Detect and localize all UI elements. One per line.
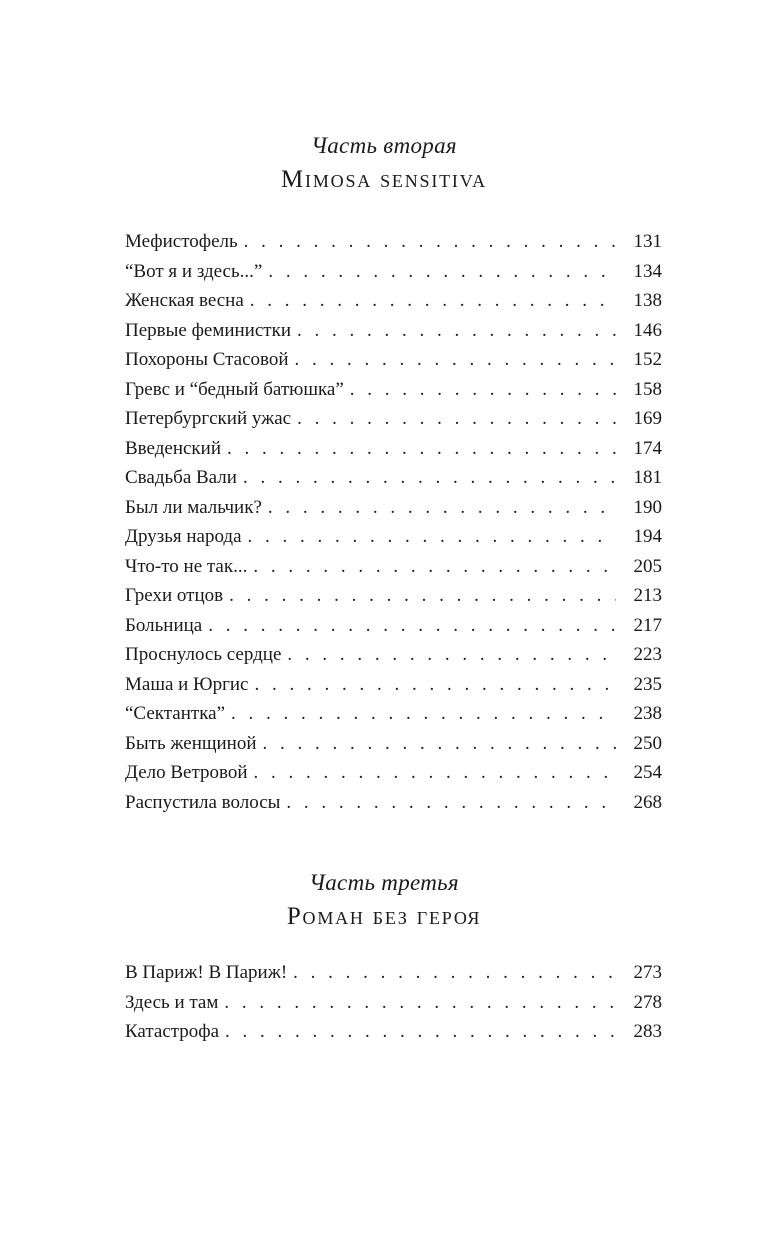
toc-entry-title: “Вот я и здесь...” bbox=[125, 260, 263, 282]
toc-entry bbox=[125, 522, 662, 552]
dot-leader bbox=[287, 640, 615, 670]
toc-entry bbox=[125, 345, 662, 375]
toc-entry bbox=[125, 286, 662, 316]
toc-entry bbox=[125, 611, 662, 641]
toc-entry-title: Похороны Стасовой bbox=[125, 349, 289, 370]
toc-entry-title: Петербургский ужас bbox=[125, 408, 292, 429]
toc-entry bbox=[125, 1017, 662, 1047]
dot-leader bbox=[295, 345, 616, 375]
toc-entry-title: “Сектантка” bbox=[125, 703, 226, 724]
toc-entry-title: Здесь и там bbox=[125, 991, 219, 1013]
toc-entry bbox=[125, 958, 662, 988]
toc-entry bbox=[125, 988, 662, 1018]
toc-entry-page-number: 213 bbox=[633, 585, 662, 606]
dot-leader bbox=[293, 958, 615, 988]
toc-entry-title: В Париж! В Париж! bbox=[125, 962, 288, 983]
dot-leader bbox=[243, 463, 616, 493]
toc-entry-page-number: 278 bbox=[633, 991, 662, 1013]
toc-entry-title: Проснулось сердце bbox=[125, 644, 282, 665]
dot-leader bbox=[244, 227, 616, 257]
part-title: Mimosa sensitiva bbox=[281, 166, 487, 193]
dot-leader bbox=[224, 988, 615, 1018]
dot-leader bbox=[253, 552, 615, 582]
toc-entry-title: Быть женщиной bbox=[125, 732, 257, 754]
dot-leader bbox=[297, 316, 616, 346]
toc-entry-page-number: 134 bbox=[633, 260, 662, 282]
dot-leader bbox=[350, 375, 616, 405]
dot-leader bbox=[263, 729, 616, 759]
toc-entry-page-number: 146 bbox=[633, 319, 662, 341]
part-three-heading bbox=[0, 868, 768, 933]
toc-entry-page-number: 131 bbox=[633, 231, 662, 252]
dot-leader bbox=[297, 404, 615, 434]
dot-leader bbox=[227, 434, 616, 464]
toc-entry-page-number: 205 bbox=[633, 555, 662, 577]
dot-leader bbox=[250, 286, 616, 316]
toc-entry-page-number: 238 bbox=[633, 703, 662, 724]
toc-entry-page-number: 158 bbox=[633, 378, 662, 400]
toc-entry-page-number: 194 bbox=[633, 526, 662, 547]
toc-entry-title: Маша и Юргис bbox=[125, 673, 249, 695]
toc-entry bbox=[125, 404, 662, 434]
dot-leader bbox=[254, 758, 616, 788]
toc-entry bbox=[125, 257, 662, 287]
toc-entry-page-number: 174 bbox=[633, 437, 662, 459]
dot-leader bbox=[225, 1017, 615, 1047]
toc-entry-title: Дело Ветровой bbox=[125, 762, 248, 783]
toc-entry bbox=[125, 227, 662, 257]
toc-entry-page-number: 235 bbox=[633, 673, 662, 695]
toc-entry bbox=[125, 434, 662, 464]
toc-entry-title: Женская весна bbox=[125, 290, 244, 311]
toc-entry-page-number: 138 bbox=[633, 290, 662, 311]
dot-leader bbox=[268, 493, 616, 523]
toc-entry bbox=[125, 581, 662, 611]
toc-entry bbox=[125, 316, 662, 346]
toc-entry-title: Друзья народа bbox=[125, 526, 242, 547]
toc-entry-title: Введенский bbox=[125, 437, 221, 459]
toc-entry-page-number: 254 bbox=[633, 762, 662, 783]
dot-leader bbox=[248, 522, 616, 552]
toc-entry-page-number: 190 bbox=[633, 496, 662, 518]
dot-leader bbox=[208, 611, 615, 641]
toc-entry-page-number: 273 bbox=[633, 962, 662, 983]
dot-leader bbox=[229, 581, 615, 611]
toc-entry-page-number: 250 bbox=[633, 732, 662, 754]
toc-entry-title: Гревс и “бедный батюшка” bbox=[125, 378, 344, 400]
part-label: Часть третья bbox=[309, 870, 459, 895]
toc-entry-page-number: 268 bbox=[633, 791, 662, 813]
dot-leader bbox=[268, 257, 615, 287]
toc-entry bbox=[125, 552, 662, 582]
toc-entry-page-number: 181 bbox=[633, 467, 662, 488]
part-title: Роман без героя bbox=[286, 903, 482, 930]
toc-entry bbox=[125, 493, 662, 523]
toc-entry bbox=[125, 670, 662, 700]
toc-entry bbox=[125, 640, 662, 670]
toc-entry-title: Что-то не так... bbox=[125, 555, 248, 577]
toc-entry-page-number: 283 bbox=[633, 1021, 662, 1042]
toc-entry-title: Был ли мальчик? bbox=[125, 496, 262, 518]
toc-entry-page-number: 152 bbox=[633, 349, 662, 370]
toc-list-part-three bbox=[125, 958, 662, 1047]
toc-entry-title: Мефистофель bbox=[125, 231, 238, 252]
toc-entry-title: Свадьба Вали bbox=[125, 467, 237, 488]
toc-entry-title: Больница bbox=[125, 614, 203, 636]
dot-leader bbox=[231, 699, 615, 729]
toc-entry-page-number: 217 bbox=[633, 614, 662, 636]
toc-entry bbox=[125, 729, 662, 759]
toc-entry-title: Катастрофа bbox=[125, 1021, 220, 1042]
toc-entry-page-number: 223 bbox=[633, 644, 662, 665]
toc-entry bbox=[125, 699, 662, 729]
toc-entry bbox=[125, 758, 662, 788]
part-two-heading bbox=[0, 131, 768, 196]
dot-leader bbox=[286, 788, 615, 818]
toc-entry-title: Первые феминистки bbox=[125, 319, 291, 341]
toc-entry bbox=[125, 463, 662, 493]
toc-entry bbox=[125, 375, 662, 405]
dot-leader bbox=[254, 670, 615, 700]
part-label: Часть вторая bbox=[311, 133, 457, 158]
toc-list-part-two bbox=[125, 227, 662, 817]
toc-entry-title: Грехи отцов bbox=[125, 585, 224, 606]
toc-entry-title: Распустила волосы bbox=[125, 791, 281, 813]
toc-entry bbox=[125, 788, 662, 818]
toc-entry-page-number: 169 bbox=[633, 408, 662, 429]
